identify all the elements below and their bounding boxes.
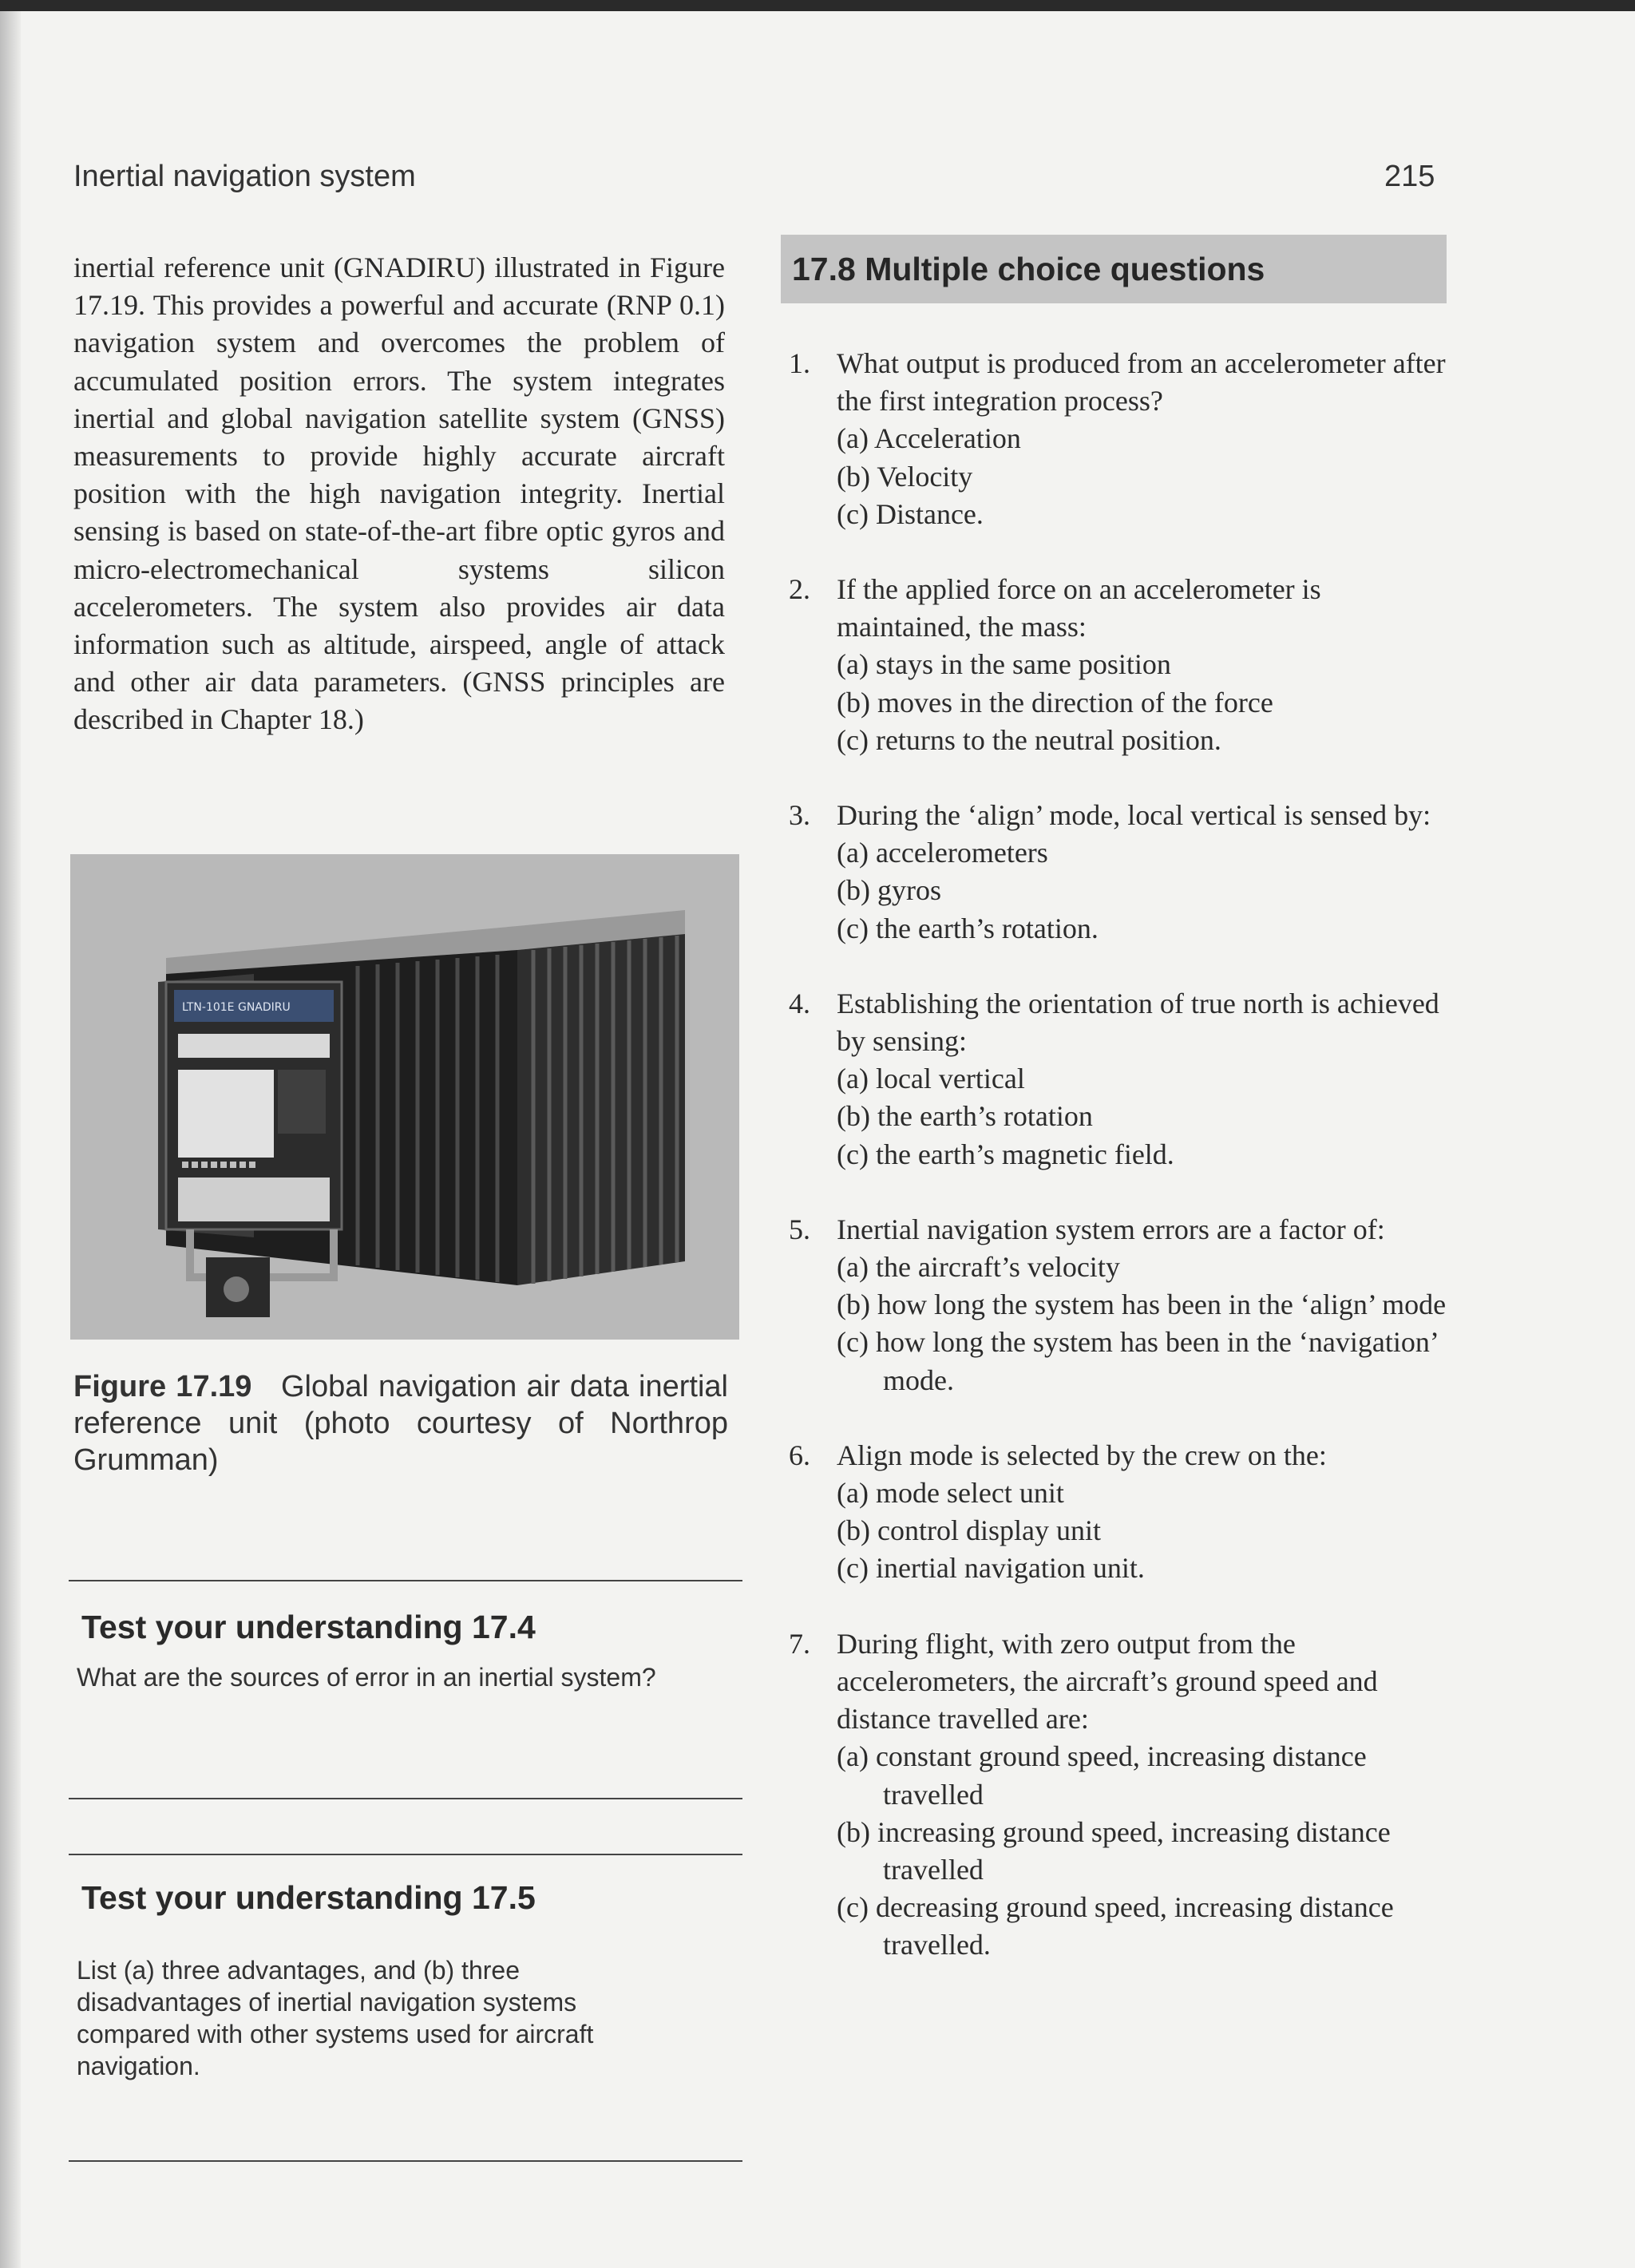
question-number: 4. xyxy=(789,987,810,1019)
device-label-text: LTN-101E GNADIRU xyxy=(182,1001,291,1014)
answer-option: (c) the earth’s rotation. xyxy=(837,912,1099,944)
figure-label: Figure 17.19 xyxy=(73,1370,252,1403)
answer-option: (b) the earth’s rotation xyxy=(837,1100,1093,1133)
question-stem: Inertial navigation system errors are a factor of: xyxy=(837,1213,1385,1245)
answer-option: (b) control display unit xyxy=(837,1514,1101,1547)
question-stem: During flight, with zero output from the accelerometers, the aircraft’s ground speed and distance travelled are: xyxy=(837,1627,1378,1736)
answer-option: (b) how long the system has been in the ‘align’ mode xyxy=(837,1288,1447,1321)
section-title: 17.8 Multiple choice questions xyxy=(792,251,1265,287)
test-box-text: List (a) three advantages, and (b) three disadvantages of inertial navigation systems compared with other systems used for aircraft navigation. xyxy=(77,1956,594,2080)
question-item xyxy=(789,1437,1459,1588)
figure-caption-text: Global navigation air data inertial reference unit (photo courtesy of Northrop Grumman) xyxy=(73,1370,728,1477)
question-item xyxy=(789,345,1459,533)
multiple-choice-list xyxy=(789,345,1459,2002)
question-item xyxy=(789,571,1459,759)
answer-option: (a) Acceleration xyxy=(837,422,1021,455)
answer-option: (c) decreasing ground speed, increasing distance travelled. xyxy=(837,1891,1394,1961)
gnadiru-photo xyxy=(70,854,739,1340)
answer-option: (a) accelerometers xyxy=(837,837,1048,869)
question-number: 2. xyxy=(789,573,810,606)
scan-top-edge xyxy=(0,0,1635,11)
answer-option: (c) how long the system has been in the ‘navigation’ mode. xyxy=(837,1326,1438,1396)
question-item xyxy=(789,797,1459,948)
answer-option: (b) increasing ground speed, increasing distance travelled xyxy=(837,1815,1391,1886)
question-number: 1. xyxy=(789,347,810,379)
answer-option: (b) moves in the direction of the force xyxy=(837,686,1273,718)
test-your-understanding-box xyxy=(69,1580,742,1799)
test-box-title: Test your understanding 17.5 xyxy=(81,1879,536,1916)
answer-option: (c) inertial navigation unit. xyxy=(837,1552,1145,1585)
question-stem: During the ‘align’ mode, local vertical is sensed by: xyxy=(837,799,1431,832)
question-stem: Align mode is selected by the crew on the: xyxy=(837,1439,1327,1471)
answer-option: (c) Distance. xyxy=(837,497,984,530)
question-number: 5. xyxy=(789,1213,810,1245)
question-stem: What output is produced from an accelerometer after the first integration process? xyxy=(837,347,1446,418)
answer-option: (a) stays in the same position xyxy=(837,648,1171,681)
answer-option: (a) constant ground speed, increasing distance travelled xyxy=(837,1740,1367,1811)
question-item xyxy=(789,985,1459,1174)
question-number: 7. xyxy=(789,1627,810,1660)
answer-option: (a) local vertical xyxy=(837,1063,1025,1095)
test-your-understanding-box xyxy=(69,1854,742,2162)
question-item xyxy=(789,1625,1459,1965)
answer-option: (c) the earth’s magnetic field. xyxy=(837,1138,1174,1170)
body-paragraph: inertial reference unit (GNADIRU) illustrated in Figure 17.19. This provides a powerful and accurate (RNP 0.1) navigation system and overcomes the problem of accumulated position errors. The system integrates inertial and global navigation satellite system (GNSS) measurements to provide highly accurate aircraft position with the high navigation integrity. Inertial sensing is based on state-of-the-art fibre optic gyros and micro-electromechanical systems silicon accelerometers. The system also provides air data information such as altitude, airspeed, angle of attack and other air data parameters. (GNSS principles are described in Chapter 18.) xyxy=(73,251,725,736)
section-heading-band xyxy=(781,235,1447,303)
scan-binding-shadow xyxy=(0,11,21,2268)
question-stem: If the applied force on an accelerometer is maintained, the mass: xyxy=(837,573,1321,643)
test-box-text: What are the sources of error in an inertial system? xyxy=(77,1663,656,1692)
running-header-title: Inertial navigation system xyxy=(73,160,416,193)
question-stem: Establishing the orientation of true north is achieved by sensing: xyxy=(837,987,1439,1058)
answer-option: (b) gyros xyxy=(837,874,941,907)
question-number: 6. xyxy=(789,1439,810,1471)
figure-caption xyxy=(73,1368,728,1478)
question-number: 3. xyxy=(789,799,810,832)
question-item xyxy=(789,1211,1459,1399)
page-number: 215 xyxy=(1384,160,1435,193)
test-box-title: Test your understanding 17.4 xyxy=(81,1609,536,1645)
answer-option: (b) Velocity xyxy=(837,460,973,493)
answer-option: (a) the aircraft’s velocity xyxy=(837,1251,1120,1284)
answer-option: (a) mode select unit xyxy=(837,1477,1064,1510)
answer-option: (c) returns to the neutral position. xyxy=(837,723,1221,756)
